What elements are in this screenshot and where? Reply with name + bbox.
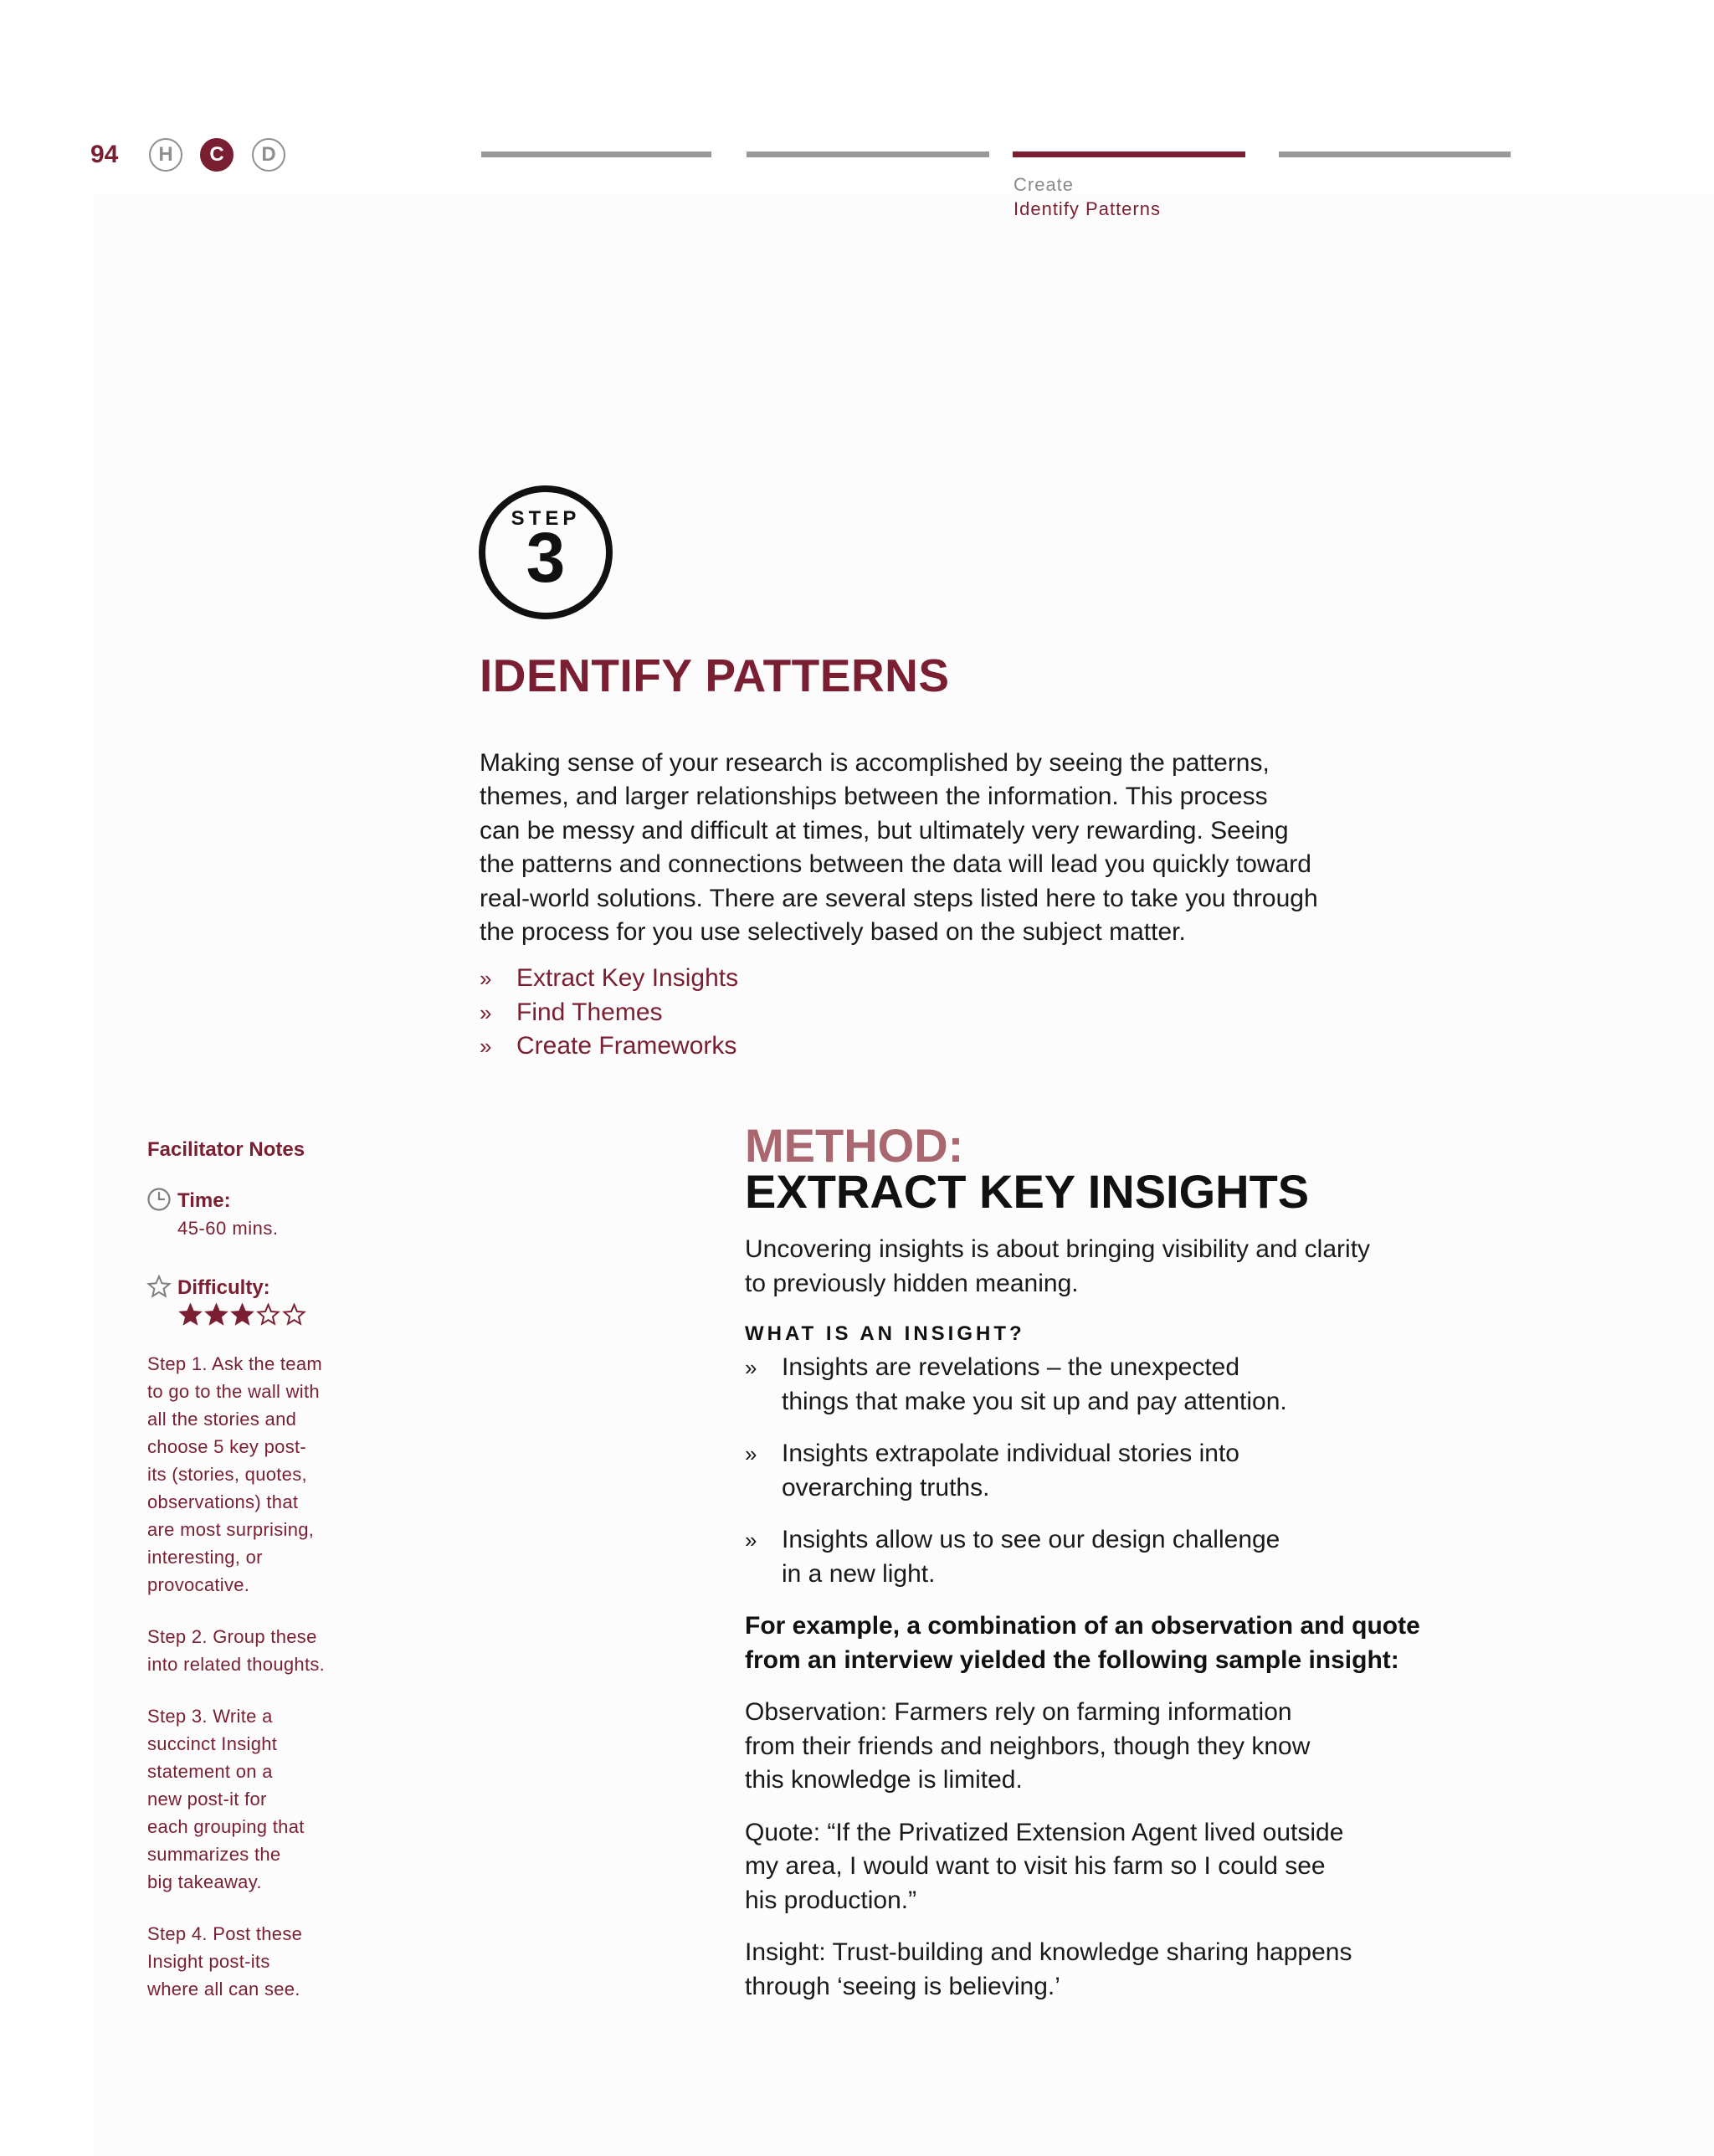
observation-paragraph (745, 1696, 1582, 1798)
star-outline-icon (146, 1274, 172, 1299)
bullet-line: overarching truths. (782, 1473, 990, 1502)
step-line: Step 1. Ask the team (147, 1353, 323, 1374)
bullet-line: Insights allow us to see our design challenge (782, 1526, 1280, 1553)
progress-segment-3-active (1013, 151, 1245, 157)
chevron-double-right-icon: » (480, 966, 492, 991)
step-line: new post-it for (147, 1789, 267, 1810)
step-line: big takeaway. (147, 1871, 262, 1892)
insight-line: through ‘seeing is believing.’ (745, 1972, 1060, 2000)
quote-paragraph (745, 1816, 1582, 1918)
chevron-double-right-icon: » (745, 1355, 757, 1380)
intro-line: the patterns and connections between the data will lead you quickly toward (480, 850, 1311, 879)
facilitator-steps (147, 1350, 373, 2027)
step-line: interesting, or (147, 1547, 263, 1568)
method-intro-line: Uncovering insights is about bringing visibility and clarity (745, 1235, 1371, 1263)
method-links (480, 962, 738, 1064)
step-word: STEP (511, 507, 581, 530)
star-filled-icon (178, 1302, 203, 1327)
method-content (745, 1233, 1582, 2004)
bullet-line: things that make you sit up and pay attention. (782, 1387, 1287, 1415)
difficulty-label: Difficulty: (177, 1276, 270, 1299)
facilitator-step-3 (147, 1702, 373, 1896)
step-line: all the stories and (147, 1409, 297, 1430)
intro-line: Making sense of your research is accomplished by seeing the patterns, (480, 749, 1270, 777)
link-label: Create Frameworks (516, 1032, 737, 1060)
breadcrumb-section: Create (1014, 174, 1075, 195)
step-number: 3 (526, 518, 566, 597)
progress-segment-1 (481, 151, 711, 157)
phase-c-icon: C (200, 138, 233, 172)
star-filled-icon (204, 1302, 228, 1327)
star-filled-icon (230, 1302, 254, 1327)
star-empty-icon (282, 1302, 306, 1327)
intro-line: the process for you use selectively based on the subject matter. (480, 918, 1186, 947)
difficulty-rating (178, 1302, 306, 1327)
facilitator-step-1 (147, 1350, 373, 1599)
phase-d-icon: D (252, 138, 285, 172)
observation-line: from their friends and neighbors, though they know (745, 1732, 1311, 1760)
step-line: succinct Insight (147, 1733, 278, 1754)
step-line: Step 3. Write a (147, 1706, 273, 1727)
step-line: Step 2. Group these (147, 1626, 317, 1647)
step-line: are most surprising, (147, 1519, 315, 1540)
example-lead-line: from an interview yielded the following sample insight: (745, 1645, 1399, 1674)
insight-subheading: WHAT IS AN INSIGHT? (745, 1322, 1025, 1345)
step-line: observations) that (147, 1491, 299, 1512)
clock-icon (146, 1187, 172, 1212)
example-lead-line: For example, a combination of an observation and quote (745, 1612, 1420, 1640)
facilitator-notes-heading: Facilitator Notes (147, 1138, 305, 1161)
method-intro (745, 1233, 1582, 1301)
step-badge (479, 485, 613, 619)
time-label: Time: (177, 1189, 231, 1212)
step-line: Insight post-its (147, 1951, 270, 1972)
chevron-double-right-icon: » (745, 1527, 757, 1553)
method-label: METHOD: (745, 1119, 964, 1172)
step-line: provocative. (147, 1574, 250, 1595)
step-line: statement on a (147, 1761, 273, 1782)
observation-line: this knowledge is limited. (745, 1766, 1023, 1794)
step-line: where all can see. (147, 1979, 300, 1999)
step-line: each grouping that (147, 1816, 305, 1837)
link-label: Extract Key Insights (516, 964, 739, 992)
chevron-double-right-icon: » (480, 999, 492, 1025)
step-line: choose 5 key post- (147, 1436, 307, 1457)
quote-line: my area, I would want to visit his farm so I could see (745, 1852, 1326, 1880)
facilitator-step-4 (147, 1920, 373, 2003)
step-line: to go to the wall with (147, 1381, 320, 1402)
page-number: 94 (90, 141, 119, 168)
page-title: IDENTIFY PATTERNS (480, 649, 950, 701)
bullet-line: Insights are revelations – the unexpected (782, 1353, 1240, 1381)
insight-paragraph (745, 1936, 1582, 2004)
example-lead (745, 1609, 1582, 1677)
star-empty-icon (256, 1302, 280, 1327)
insight-line: Insight: Trust-building and knowledge sharing happens (745, 1938, 1352, 1966)
chevron-double-right-icon: » (745, 1441, 757, 1466)
insight-bullet-2 (745, 1437, 1582, 1505)
insight-bullet-1 (745, 1351, 1582, 1419)
intro-paragraph (480, 747, 1484, 949)
intro-line: real-world solutions. There are several steps listed here to take you through (480, 884, 1318, 912)
step-line: Step 4. Post these (147, 1923, 303, 1944)
step-line: summarizes the (147, 1844, 281, 1865)
phase-h-icon: H (149, 138, 182, 172)
facilitator-step-2 (147, 1623, 373, 1678)
link-create-frameworks[interactable] (480, 1029, 738, 1064)
step-line: into related thoughts. (147, 1654, 326, 1675)
insight-bullet-3 (745, 1523, 1582, 1591)
method-title: EXTRACT KEY INSIGHTS (745, 1165, 1310, 1218)
progress-segment-4 (1279, 151, 1511, 157)
chevron-double-right-icon: » (480, 1034, 492, 1059)
step-line: its (stories, quotes, (147, 1464, 307, 1485)
intro-line: themes, and larger relationships between the information. This process (480, 783, 1268, 811)
intro-line: can be messy and difficult at times, but ultimately very rewarding. Seeing (480, 816, 1289, 844)
quote-line: his production.” (745, 1886, 917, 1914)
time-value: 45-60 mins. (177, 1218, 279, 1239)
link-find-themes[interactable] (480, 996, 738, 1030)
bullet-line: in a new light. (782, 1559, 936, 1588)
link-label: Find Themes (516, 998, 663, 1026)
observation-line: Observation: Farmers rely on farming information (745, 1698, 1292, 1726)
breadcrumb-page: Identify Patterns (1014, 198, 1161, 219)
progress-segment-2 (747, 151, 989, 157)
bullet-line: Insights extrapolate individual stories into (782, 1440, 1239, 1467)
method-intro-line: to previously hidden meaning. (745, 1269, 1079, 1297)
quote-line: Quote: “If the Privatized Extension Agent lived outside (745, 1818, 1344, 1846)
link-extract-key-insights[interactable] (480, 962, 738, 996)
